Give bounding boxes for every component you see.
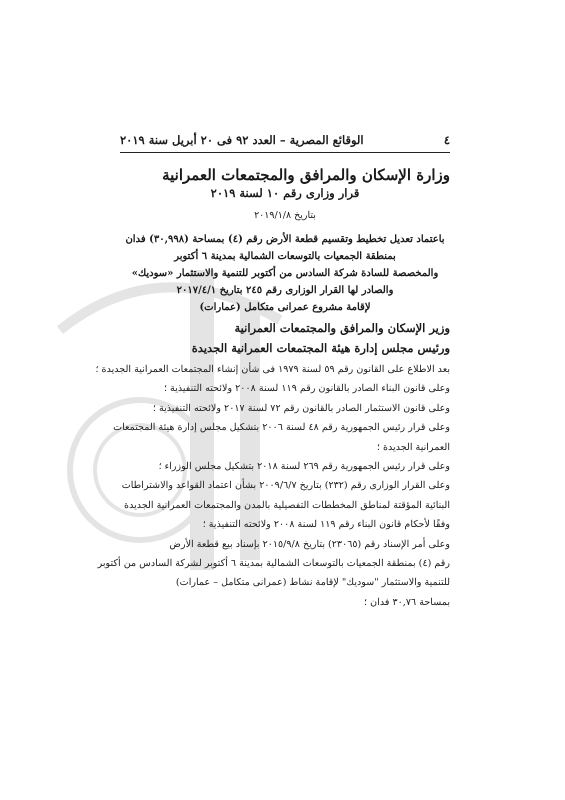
subject-line: والصادر لها القرار الوزارى رقم ٢٤٥ بتاريخ ٢٠١٧/٤/١ <box>176 285 394 296</box>
document-body <box>95 162 450 612</box>
subject-line: لإقامة مشروع عمرانى متكامل (عمارات) <box>199 302 371 313</box>
preamble-line: وعلى قرار رئيس الجمهورية رقم ٢٦٩ لسنة ٢٠١٨ بتشكيل مجلس الوزراء ؛ <box>158 461 450 473</box>
preamble-line: البنائية المؤقتة لمناطق المخططات التفصيلية بالمدن والمجتمعات العمرانية الجديدة <box>124 499 450 511</box>
preamble-line: العمرانية الجديدة ؛ <box>376 441 450 453</box>
preamble-line: وفقًا لأحكام قانون البناء رقم ١١٩ لسنة ٢٠٠٨ ولائحته التنفيذية ؛ <box>202 519 450 531</box>
decree-title: قرار وزارى رقم ١٠ لسنة ٢٠١٩ <box>210 186 360 200</box>
subject-line: والمخصصة للسادة شركة السادس من أكتوبر للتنمية والاستثمار «سوديك» <box>131 268 439 279</box>
preamble-line: رقم (٤) بمنطقة الجمعيات بالتوسعات الشمالية بمدينة ٦ أكتوبر لشركة السادس من أكتوبر <box>97 558 450 570</box>
running-title: الوقائع المصرية – العدد ٩٢ فى ٢٠ أبريل سنة ٢٠١٩ <box>120 133 364 147</box>
issuer-line: وزير الإسكان والمرافق والمجتمعات العمرانية <box>234 321 450 335</box>
preamble-line: بعد الاطلاع على القانون رقم ٥٩ لسنة ١٩٧٩ فى شأن إنشاء المجتمعات العمرانية الجديدة ؛ <box>95 364 450 375</box>
ministry-heading: وزارة الإسكان والمرافق والمجتمعات العمرانية <box>162 166 450 184</box>
preamble-line: للتنمية والاستثمار "سوديك" لإقامة نشاط (عمرانى متكامل – عمارات) <box>175 577 450 589</box>
preamble <box>95 360 450 612</box>
preamble-line: وعلى القرار الوزارى رقم (٢٣٢) بتاريخ ٢٠٠٩/٦/٧ بشأن اعتماد القواعد والاشتراطات <box>121 480 450 492</box>
preamble-line: وعلى قانون الاستثمار الصادر بالقانون رقم ٧٢ لسنة ٢٠١٧ ولائحته التنفيذية ؛ <box>152 402 450 414</box>
preamble-line: بمساحة ٣٠,٧٦ فدان ؛ <box>364 596 450 608</box>
preamble-line: وعلى قرار رئيس الجمهورية رقم ٤٨ لسنة ٢٠٠٦ بتشكيل مجلس إدارة هيئة المجتمعات <box>113 422 450 434</box>
running-header <box>120 133 450 147</box>
issuer-heading <box>120 318 450 358</box>
page-number: ٤ <box>443 133 450 147</box>
subject-line: باعتماد تعديل تخطيط وتقسيم قطعة الأرض رقم (٤) بمساحة (٣٠,٩٩٨) فدان <box>125 234 445 245</box>
preamble-line: وعلى قانون البناء الصادر بالقانون رقم ١١٩ لسنة ٢٠٠٨ ولائحته التنفيذية ؛ <box>163 383 450 395</box>
decree-date: بتاريخ ٢٠١٩/١/٨ <box>254 210 316 221</box>
issuer-line: ورئيس مجلس إدارة هيئة المجتمعات العمرانية الجديدة <box>191 341 450 355</box>
decree-subject <box>120 231 450 316</box>
preamble-line: وعلى أمر الإسناد رقم (٢٣٠٦٥) بتاريخ ٢٠١٥/٩/٨ بإسناد بيع قطعة الأرض <box>169 538 450 550</box>
subject-line: بمنطقة الجمعيات بالتوسعات الشمالية بمدينة ٦ أكتوبر <box>174 251 396 262</box>
header-divider <box>120 152 450 153</box>
